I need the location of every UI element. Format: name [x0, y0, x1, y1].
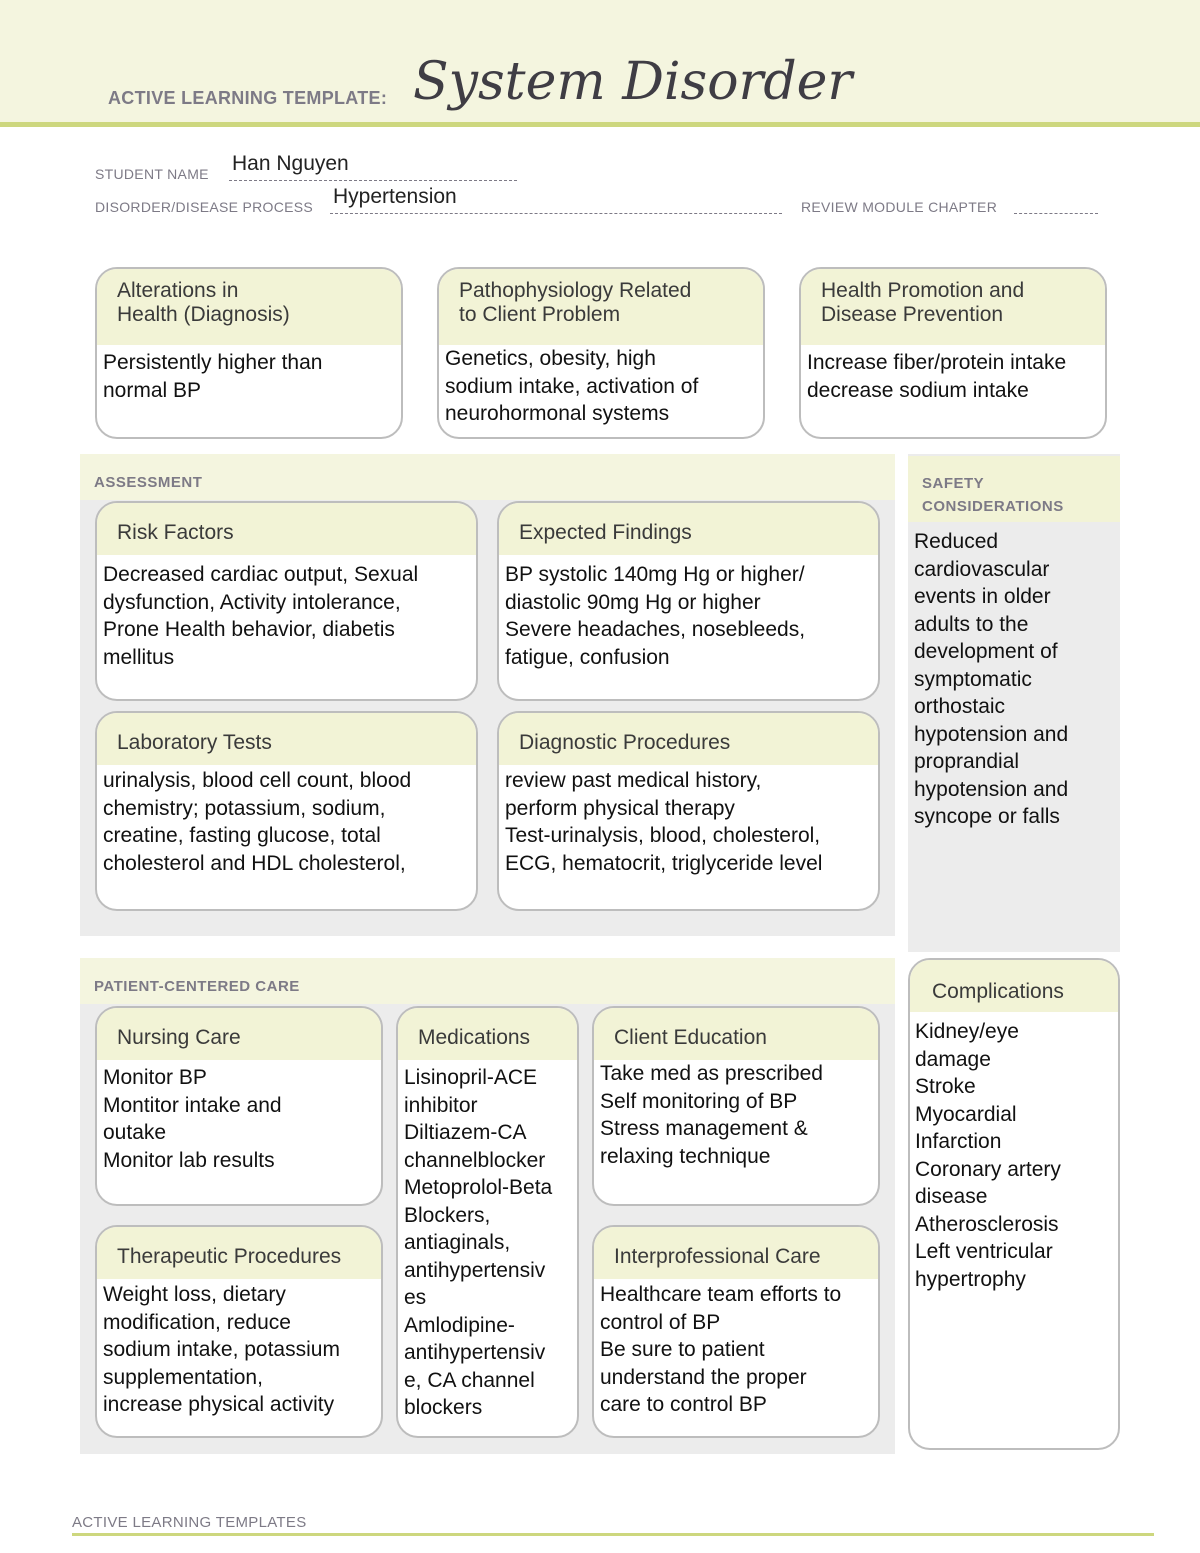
title-line: SAFETY [922, 475, 985, 492]
pathophysiology-card-title [439, 269, 763, 345]
body-line: events in older [914, 585, 1051, 608]
laboratory-tests-title: Laboratory Tests [97, 713, 476, 765]
therapeutic-procedures-body [97, 1279, 381, 1425]
complications-body [910, 1012, 1118, 1299]
interprofessional-care-title: Interprofessional Care [594, 1227, 878, 1279]
body-line: antiaginals, [404, 1231, 511, 1254]
body-line: Self monitoring of BP [600, 1089, 798, 1113]
patient-care-label: PATIENT-CENTERED CARE [94, 978, 300, 995]
body-line: Increase fiber/protein intake [807, 351, 1067, 374]
review-chapter-line [1014, 213, 1098, 214]
interprofessional-care-card [592, 1225, 880, 1438]
laboratory-tests-card [95, 711, 478, 911]
diagnostic-procedures-title: Diagnostic Procedures [499, 713, 878, 765]
body-line: Infarction [915, 1130, 1002, 1153]
header-divider [0, 122, 1200, 127]
body-line: inhibitor [404, 1093, 478, 1117]
body-line: damage [915, 1047, 991, 1071]
body-line: Monitor lab results [103, 1148, 275, 1172]
body-line: BP systolic 140mg Hg or higher/ [505, 563, 805, 586]
title-line: to Client Problem [459, 303, 621, 326]
nursing-care-card [95, 1006, 383, 1206]
body-line: normal BP [103, 378, 202, 402]
safety-title [922, 472, 1064, 518]
body-line: chemistry; potassium, sodium, [103, 796, 386, 820]
student-name-label: STUDENT NAME [95, 166, 209, 182]
body-line: disease [915, 1185, 988, 1208]
body-line: hypertrophy [915, 1267, 1026, 1291]
body-line: decrease sodium intake [807, 378, 1029, 402]
title-line: CONSIDERATIONS [922, 498, 1064, 515]
body-line: Decreased cardiac output, Sexual [103, 563, 419, 586]
body-line: Weight loss, dietary [103, 1283, 286, 1306]
nursing-care-title: Nursing Care [97, 1008, 381, 1060]
body-line: Amlodipine- [404, 1313, 515, 1337]
risk-factors-card [95, 501, 478, 701]
disorder-line [330, 213, 782, 214]
body-line: Be sure to patient [600, 1338, 765, 1361]
body-line: Healthcare team efforts to [600, 1283, 842, 1306]
laboratory-tests-body [97, 765, 476, 883]
body-line: modification, reduce [103, 1310, 291, 1334]
title-line: Disease Prevention [821, 303, 1004, 326]
body-line: Metoprolol-Beta [404, 1176, 553, 1199]
body-line: care to control BP [600, 1393, 767, 1416]
body-line: creatine, fasting glucose, total [103, 824, 381, 847]
title-line: Health (Diagnosis) [117, 303, 290, 326]
body-line: Atherosclerosis [915, 1212, 1059, 1236]
body-line: cholesterol and HDL cholesterol, [103, 851, 406, 875]
expected-findings-title: Expected Findings [499, 503, 878, 555]
body-line: Monitor BP [103, 1066, 207, 1089]
client-education-title: Client Education [594, 1008, 878, 1060]
body-line: urinalysis, blood cell count, blood [103, 769, 412, 792]
body-line: sodium intake, potassium [103, 1338, 340, 1361]
diagnostic-procedures-card [497, 711, 880, 911]
footer-divider [72, 1533, 1154, 1536]
body-line: Stress management & [600, 1117, 808, 1140]
body-line: Reduced [914, 530, 999, 553]
pathophysiology-card-body [439, 345, 763, 434]
body-line: es [404, 1286, 427, 1309]
body-line: syncope or falls [914, 805, 1060, 828]
medications-body [398, 1060, 577, 1428]
body-line: increase physical activity [103, 1393, 335, 1416]
body-line: antihypertensiv [404, 1341, 546, 1364]
body-line: Left ventricular [915, 1240, 1053, 1263]
expected-findings-card [497, 501, 880, 701]
body-line: Blockers, [404, 1203, 491, 1227]
complications-card [908, 958, 1120, 1450]
body-line: fatigue, confusion [505, 645, 670, 669]
body-line: hypotension and [914, 722, 1069, 746]
body-line: adults to the [914, 612, 1029, 636]
body-line: perform physical therapy [505, 796, 735, 820]
body-line: channelblocker [404, 1148, 546, 1172]
risk-factors-title: Risk Factors [97, 503, 476, 555]
body-line: control of BP [600, 1310, 721, 1334]
body-line: sodium intake, activation of [445, 374, 699, 398]
diagnostic-procedures-body [499, 765, 878, 883]
body-line: development of [914, 640, 1058, 663]
interprofessional-care-body [594, 1279, 878, 1425]
student-name-line [229, 180, 517, 181]
alterations-card-body [97, 345, 401, 410]
body-line: Lisinopril-ACE [404, 1066, 538, 1089]
assessment-label: ASSESSMENT [94, 474, 203, 491]
body-line: orthostaic [914, 695, 1006, 718]
title-line: Health Promotion and [821, 279, 1025, 302]
health-promotion-card [799, 267, 1107, 439]
safety-body [914, 528, 1114, 831]
body-line: neurohormonal systems [445, 402, 670, 425]
body-line: relaxing technique [600, 1144, 771, 1168]
student-name-value: Han Nguyen [232, 152, 349, 175]
body-line: dysfunction, Activity intolerance, [103, 590, 401, 614]
therapeutic-procedures-title: Therapeutic Procedures [97, 1227, 381, 1279]
body-line: ECG, hematocrit, triglyceride level [505, 851, 823, 875]
medications-card [396, 1006, 579, 1438]
medications-title: Medications [398, 1008, 577, 1060]
health-promotion-card-body [801, 345, 1105, 410]
title-line: Pathophysiology Related [459, 279, 692, 302]
body-line: Diltiazem-CA [404, 1121, 527, 1144]
body-line: diastolic 90mg Hg or higher [505, 590, 761, 614]
body-line: Severe headaches, nosebleeds, [505, 618, 806, 641]
client-education-card [592, 1006, 880, 1206]
body-line: supplementation, [103, 1365, 263, 1389]
body-line: symptomatic [914, 667, 1032, 691]
alterations-card-title [97, 269, 401, 345]
body-line: review past medical history, [505, 769, 762, 792]
body-line: Kidney/eye [915, 1020, 1019, 1043]
body-line: Coronary artery [915, 1157, 1061, 1181]
body-line: Persistently higher than [103, 351, 323, 374]
body-line: Prone Health behavior, diabetis [103, 618, 395, 641]
body-line: hypotension and [914, 777, 1069, 801]
complications-title: Complications [910, 960, 1118, 1012]
body-line: Take med as prescribed [600, 1062, 823, 1085]
title-line: Alterations in [117, 279, 239, 302]
body-line: Myocardial [915, 1102, 1017, 1126]
disorder-label: DISORDER/DISEASE PROCESS [95, 199, 314, 215]
review-chapter-label: REVIEW MODULE CHAPTER [801, 199, 998, 215]
alterations-card [95, 267, 403, 439]
body-line: e, CA channel [404, 1368, 535, 1392]
nursing-care-body [97, 1060, 381, 1180]
therapeutic-procedures-card [95, 1225, 383, 1438]
body-line: Stroke [915, 1075, 976, 1098]
disorder-value: Hypertension [333, 185, 457, 208]
body-line: blockers [404, 1396, 483, 1419]
client-education-body [594, 1060, 878, 1176]
health-promotion-card-title [801, 269, 1105, 345]
body-line: antihypertensiv [404, 1258, 546, 1282]
body-line: outake [103, 1121, 167, 1144]
pathophysiology-card [437, 267, 765, 439]
body-line: mellitus [103, 645, 175, 669]
risk-factors-body [97, 555, 476, 677]
body-line: proprandial [914, 750, 1020, 773]
template-label: ACTIVE LEARNING TEMPLATE: [108, 88, 388, 108]
footer-label: ACTIVE LEARNING TEMPLATES [72, 1514, 307, 1531]
body-line: Genetics, obesity, high [445, 347, 656, 370]
expected-findings-body [499, 555, 878, 677]
body-line: cardiovascular [914, 557, 1050, 581]
body-line: understand the proper [600, 1365, 807, 1389]
template-title: System Disorder [413, 52, 853, 112]
body-line: Test-urinalysis, blood, cholesterol, [505, 824, 821, 847]
body-line: Montitor intake and [103, 1093, 282, 1117]
